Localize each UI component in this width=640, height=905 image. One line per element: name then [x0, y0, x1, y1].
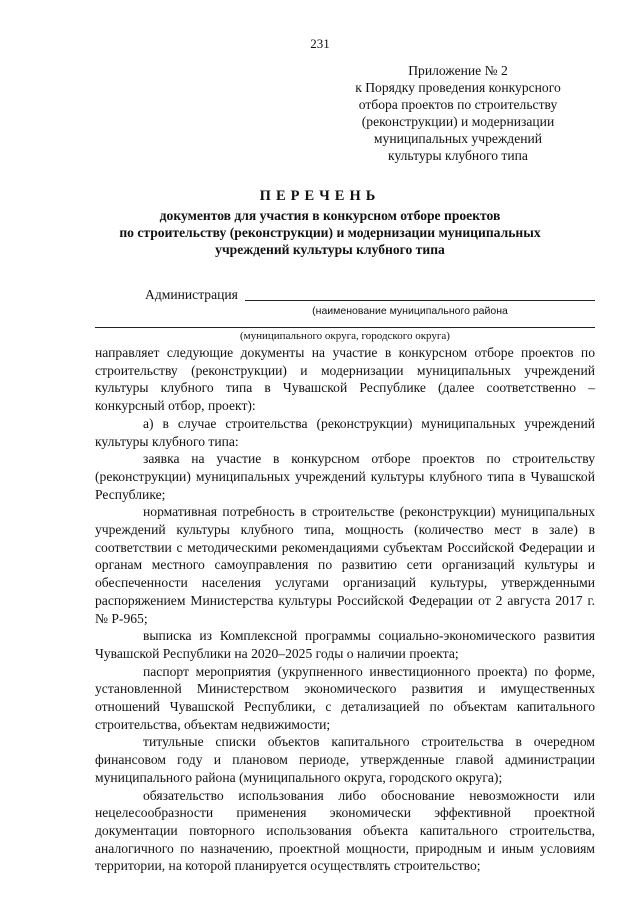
body-paragraph: обязательство использования либо обоснование невозможности или нецелесообразности применения экономически эффективной проектной документации повторного использования объекта капитального строительства, аналогичного по назначению, проектной мощности, природным и иным условиям территории, на которой планируется осуществлять строительство; — [95, 787, 595, 874]
appendix-line: (реконструкции) и модернизации — [361, 114, 555, 129]
body-paragraph: нормативная потребность в строительстве (реконструкции) муниципальных учреждений культуры клубного типа, мощность (количество мест в зале) в соответствии с методическими рекомендациями субъектам Российской Федерации и органам местного самоуправления по развитию сети организаций культуры и обеспеченности населения услугами организаций культуры, утвержденными распоряжением Министерства культуры Российской Федерации от 2 августа 2017 г. № Р-965; — [95, 504, 595, 626]
administration-hint-district: (наименование муниципального района — [312, 305, 508, 317]
appendix-line: отбора проектов по строительству — [358, 97, 558, 112]
document-title: ПЕРЕЧЕНЬ — [259, 188, 381, 204]
body-paragraph: заявка на участие в конкурсном отборе проектов по строительству (реконструкции) муниципальных учреждений культуры клубного типа в Чувашской Республике; — [95, 451, 595, 502]
appendix-line: культуры клубного типа — [388, 148, 528, 163]
document-subtitle — [60, 207, 600, 258]
document-body — [95, 344, 595, 875]
appendix-line: к Порядку проведения конкурсного — [355, 80, 561, 95]
body-paragraph: титульные списки объектов капитального строительства в очередном финансовом году и плановом периоде, утвержденные главой администрации муниципального района (муниципального округа, городского округа); — [95, 734, 595, 785]
administration-field — [145, 287, 595, 305]
body-paragraph: направляет следующие документы на участие в конкурсном отборе проектов по строительству (реконструкции) и модернизации муниципальных учреждений культуры клубного типа в Чувашской Республике (далее соответственно – конкурсный отбор, проект): — [95, 345, 595, 414]
page-number: 231 — [310, 36, 330, 51]
appendix-line: муниципальных учреждений — [373, 131, 543, 146]
administration-blank-line-2 — [95, 327, 595, 328]
subtitle-line: документов для участия в конкурсном отборе проектов — [159, 208, 501, 223]
subtitle-line: учреждений культуры клубного типа — [215, 242, 445, 257]
appendix-header — [330, 62, 586, 164]
body-paragraph: а) в случае строительства (реконструкции) муниципальных учреждений культуры клубного типа: — [95, 415, 595, 449]
administration-blank-line — [245, 300, 595, 301]
appendix-line: Приложение № 2 — [408, 63, 508, 78]
administration-hint-okrug: (муниципального округа, городского округа) — [240, 330, 450, 342]
administration-label: Администрация — [145, 287, 238, 302]
subtitle-line: по строительству (реконструкции) и модернизации муниципальных — [119, 225, 541, 240]
body-paragraph: паспорт мероприятия (укрупненного инвестиционного проекта) по форме, установленной Министерством экономического развития и имущественных отношений Чувашской Республики, с детализацией по объектам капитального строительства, объектам недвижимости; — [95, 663, 595, 732]
body-paragraph: выписка из Комплексной программы социально-экономического развития Чувашской Республики на 2020–2025 годы о наличии проекта; — [95, 628, 595, 661]
